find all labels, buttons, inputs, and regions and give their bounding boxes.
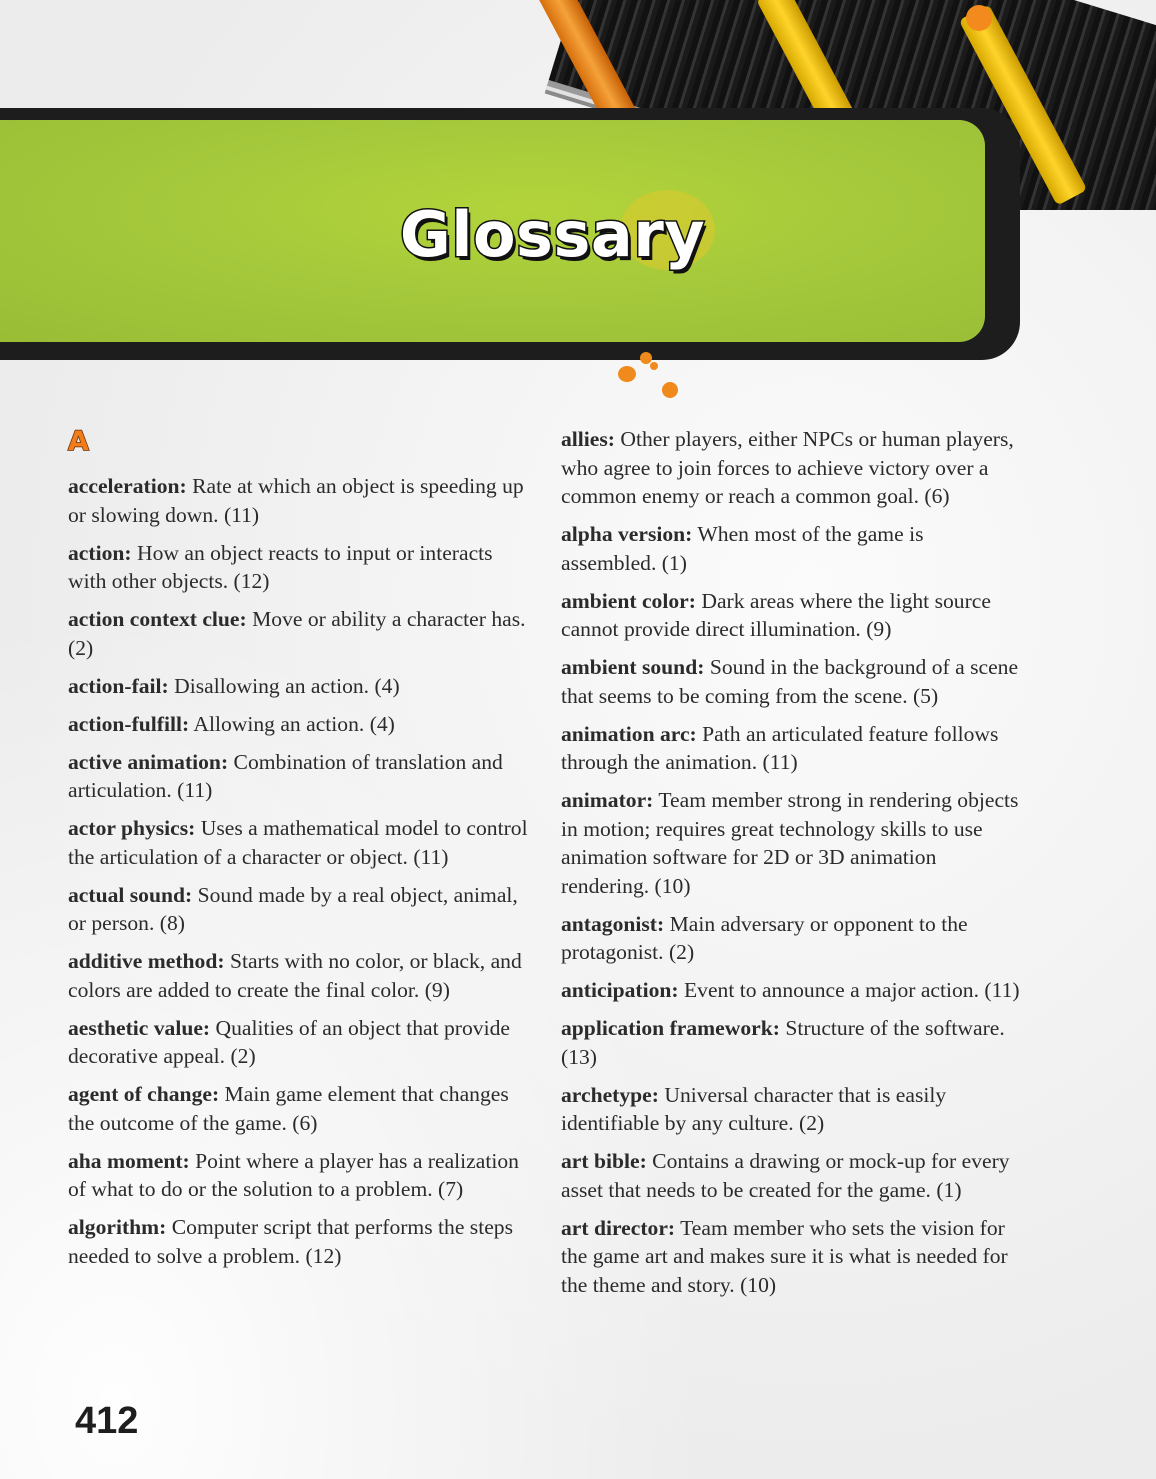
- glossary-term: action-fulfill:: [68, 711, 190, 736]
- title-banner-fill: [0, 120, 985, 342]
- glossary-definition: Sound in the background of a scene that seems to be coming from the scene. (5): [561, 655, 1019, 708]
- glossary-entry: [68, 1014, 528, 1071]
- glossary-entry: [68, 1080, 528, 1137]
- glossary-column-left: [68, 472, 528, 1280]
- glossary-term: antagonist:: [561, 911, 665, 936]
- glossary-definition: Event to announce a major action. (11): [683, 978, 1020, 1002]
- glossary-term: alpha version:: [561, 522, 693, 546]
- glossary-entry: [561, 520, 1021, 577]
- glossary-entry: [68, 748, 528, 805]
- glossary-entry: [68, 1213, 528, 1270]
- glossary-term: aesthetic value:: [68, 1015, 211, 1040]
- glossary-entry: [68, 947, 528, 1004]
- glossary-definition: Uses a mathematical model to control the articulation of a character or object. (11): [68, 816, 528, 869]
- glossary-term: action:: [68, 540, 132, 565]
- glossary-term: active animation:: [68, 749, 229, 774]
- glossary-definition: Combination of translation and articulation. (11): [68, 749, 503, 802]
- glossary-definition: Universal character that is easily identifiable by any culture. (2): [561, 1082, 947, 1135]
- glossary-term: agent of change:: [68, 1082, 220, 1106]
- glossary-entry: [561, 653, 1021, 710]
- glossary-term: allies:: [561, 427, 615, 451]
- paint-drop-graphic: [662, 382, 678, 398]
- glossary-entry: [561, 910, 1021, 967]
- glossary-entry: [68, 881, 528, 938]
- glossary-entry: [561, 720, 1021, 777]
- glossary-term: ambient sound:: [561, 655, 705, 679]
- glossary-definition: Point where a player has a realization of what to do or the solution to a problem. (7): [68, 1148, 519, 1201]
- glossary-column-right: [561, 425, 1021, 1309]
- glossary-definition: Contains a drawing or mock-up for every asset that needs to be created for the game. (1): [561, 1149, 1010, 1202]
- glossary-definition: Allowing an action. (4): [193, 711, 395, 736]
- glossary-term: action-fail:: [68, 673, 169, 698]
- glossary-entry: [68, 672, 528, 701]
- glossary-definition: Other players, either NPCs or human players, who agree to join forces to achieve victory over a common enemy or reach a common goal. (6): [561, 427, 1014, 508]
- glossary-definition: Starts with no color, or black, and colors are added to create the final color. (9): [68, 949, 522, 1002]
- glossary-entry: [68, 710, 528, 739]
- paint-drop-graphic: [650, 362, 658, 370]
- glossary-definition: Main adversary or opponent to the protagonist. (2): [561, 911, 968, 964]
- glossary-entry: [68, 472, 528, 529]
- glossary-definition: Main game element that changes the outcome of the game. (6): [68, 1082, 509, 1135]
- glossary-definition: Sound made by a real object, animal, or person. (8): [68, 882, 518, 935]
- glossary-entry: [561, 1214, 1021, 1300]
- glossary-term: algorithm:: [68, 1215, 167, 1239]
- glossary-entry: [561, 1081, 1021, 1138]
- glossary-term: actual sound:: [68, 882, 193, 907]
- title-banner: [0, 108, 1020, 360]
- glossary-term: application framework:: [561, 1016, 780, 1040]
- glossary-term: action context clue:: [68, 607, 247, 631]
- paint-drop-graphic: [618, 366, 636, 382]
- glossary-entry: [561, 786, 1021, 900]
- glossary-term: anticipation:: [561, 978, 679, 1002]
- glossary-term: actor physics:: [68, 816, 196, 840]
- glossary-entry: [68, 605, 528, 662]
- glossary-term: animator:: [561, 788, 654, 812]
- glossary-entry: [561, 425, 1021, 511]
- glossary-definition: Qualities of an object that provide decorative appeal. (2): [68, 1015, 510, 1068]
- glossary-definition: When most of the game is assembled. (1): [561, 522, 924, 575]
- glossary-term: art bible:: [561, 1149, 647, 1173]
- glossary-entry: [68, 1147, 528, 1204]
- glossary-definition: Rate at which an object is speeding up or slowing down. (11): [68, 474, 524, 527]
- glossary-definition: Path an articulated feature follows through the animation. (11): [561, 721, 999, 774]
- glossary-term: art director:: [561, 1215, 676, 1240]
- glossary-entry: [561, 587, 1021, 644]
- glossary-definition: Computer script that performs the steps needed to solve a problem. (12): [68, 1215, 513, 1268]
- glossary-entry: [561, 1147, 1021, 1204]
- page-number: 412: [75, 1400, 139, 1442]
- glossary-term: animation arc:: [561, 721, 697, 746]
- glossary-term: ambient color:: [561, 588, 696, 613]
- glossary-definition: Team member who sets the vision for the game art and makes sure it is what is needed for the theme and story. (10): [561, 1215, 1008, 1297]
- glossary-term: archetype:: [561, 1082, 659, 1107]
- glossary-entry: [561, 976, 1021, 1005]
- glossary-definition: Team member strong in rendering objects in motion; requires great technology skills to use animation software for 2D or 3D animation rendering. (10): [561, 788, 1019, 898]
- glossary-entry: [68, 814, 528, 871]
- glossary-entry: [561, 1014, 1021, 1071]
- glossary-term: acceleration:: [68, 474, 187, 498]
- glossary-definition: Dark areas where the light source cannot provide direct illumination. (9): [561, 588, 991, 641]
- paint-splat-graphic: [966, 5, 992, 31]
- glossary-entry: [68, 539, 528, 596]
- section-letter-heading: A: [68, 426, 89, 457]
- glossary-term: additive method:: [68, 949, 225, 973]
- glossary-term: aha moment:: [68, 1148, 190, 1173]
- page-title: Glossary: [399, 198, 706, 271]
- glossary-definition: Move or ability a character has. (2): [68, 607, 526, 660]
- glossary-definition: Disallowing an action. (4): [174, 673, 400, 698]
- glossary-definition: Structure of the software. (13): [561, 1016, 1005, 1069]
- glossary-definition: How an object reacts to input or interacts with other objects. (12): [68, 540, 493, 593]
